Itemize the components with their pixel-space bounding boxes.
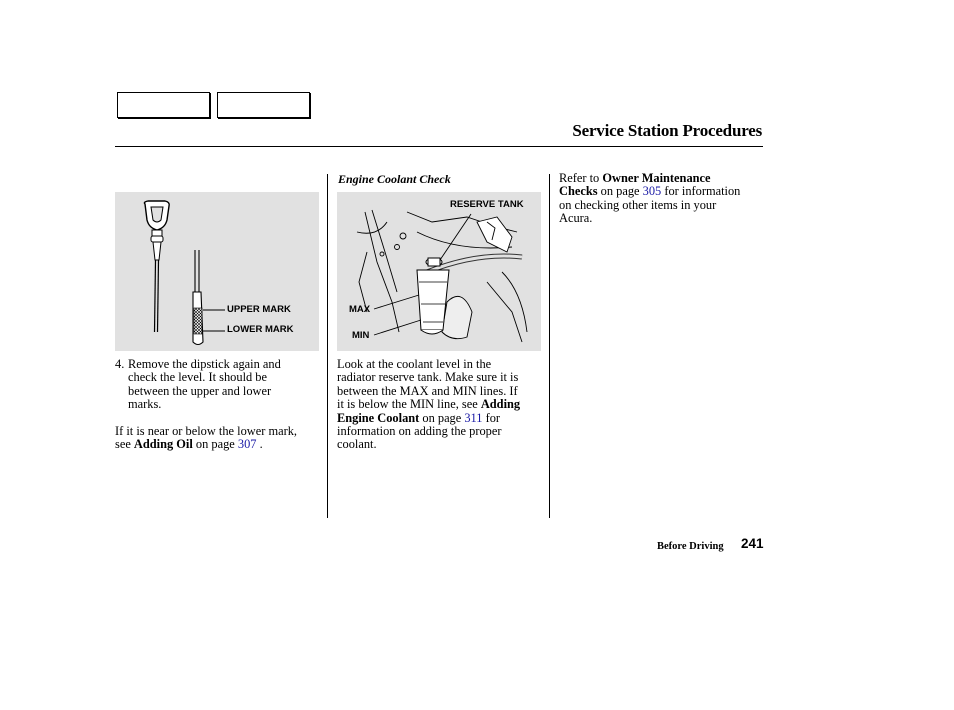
paragraph-line [337,398,520,411]
text-for-information: for information [661,184,741,199]
paragraph-line: information on adding the proper [337,424,502,439]
adding-coolant-reference: Adding [480,397,521,412]
engine-coolant-heading: Engine Coolant Check [338,172,451,186]
page-number: 241 [741,536,764,551]
max-label: MAX [349,304,371,315]
text-on-page: on page [419,410,465,425]
paragraph-line: If it is near or below the lower mark, [115,424,298,438]
lower-mark-label: LOWER MARK [227,324,294,335]
step-line: check the level. It should be [128,370,268,385]
nav-button-contents[interactable] [117,92,210,118]
oil-paragraph [115,425,297,452]
upper-mark-label: UPPER MARK [227,304,291,315]
text-see: it is below the MIN line, see [337,397,481,412]
dipstick-illustration [115,192,319,351]
page-link-307[interactable]: 307 [237,437,257,452]
nav-button-index[interactable] [217,92,310,118]
maintenance-paragraph [559,172,740,226]
footer-section-label: Before Driving [657,541,724,552]
page-title: Service Station Procedures [572,121,762,140]
text-see: see [115,437,134,452]
paragraph-line: on checking other items in your [559,197,717,212]
page-link-311[interactable]: 311 [464,410,483,425]
coolant-paragraph [337,358,520,452]
step-line: between the upper and lower [128,383,272,398]
text-for: for [482,410,501,425]
text-on-page: on page [192,437,238,452]
paragraph-line: radiator reserve tank. Make sure it is [337,370,519,385]
text-refer-to: Refer to [559,171,603,185]
header-rule [115,146,763,147]
page-link-305[interactable]: 305 [642,184,662,199]
text-on-page: on page [597,184,643,199]
step-line: Remove the dipstick again and [128,357,281,371]
owner-maintenance-reference: Owner Maintenance [602,171,711,185]
coolant-tank-illustration [337,192,541,351]
min-label: MIN [352,330,370,341]
paragraph-line: Acura. [559,211,593,226]
owner-maintenance-reference: Checks [559,184,598,199]
paragraph-line [559,185,740,198]
step-number: 4. [115,357,125,371]
text-end: . [256,437,263,452]
adding-oil-reference: Adding Oil [133,437,193,452]
step-line: marks. [128,397,162,412]
paragraph-line [337,412,520,425]
adding-coolant-reference: Engine Coolant [337,410,420,425]
step-text [128,358,281,412]
column-divider-1 [327,174,328,518]
paragraph-line: coolant. [337,437,377,452]
paragraph-line: Look at the coolant level in the [337,357,492,371]
column-divider-2 [549,174,550,518]
paragraph-line: between the MAX and MIN lines. If [337,383,518,398]
paragraph-line [115,438,297,451]
coolant-tank-drawing [337,192,541,351]
reserve-tank-label: RESERVE TANK [450,199,524,210]
paragraph-line [559,172,740,185]
